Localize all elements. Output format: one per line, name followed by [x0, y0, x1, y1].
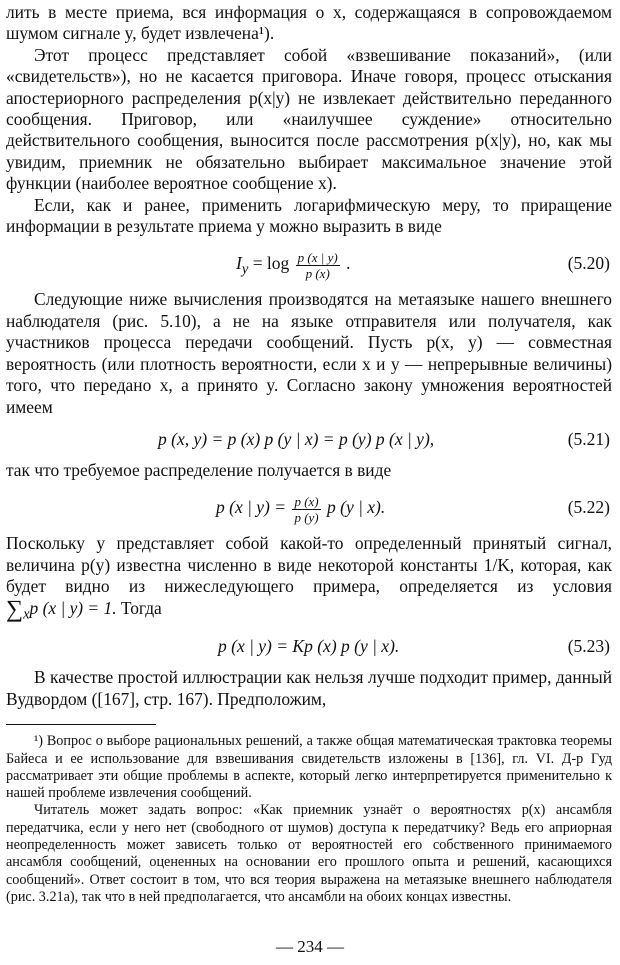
eq520-fraction: [296, 250, 340, 281]
eq520-eq: = log: [248, 253, 294, 274]
footnote-2: Читатель может задать вопрос: «Как приемник узнаёт о вероятностях p(x) ансамбля передатчика, если у него нет (свободного от шумов) доступа к передатчику? Ведь его априорная неопределенность может зависеть только от вероятностей его собственного принимаемого ансамбля сообщений, оцененных на основании его прошлого опыта и решений, касающихся сообщений». Ответ состоит в том, что вся теория выражена на метаязыке внешнего наблюдателя (рис. 3.21а), так что в ней предполагается, что ансамбли на обоих концах известны.: [6, 802, 612, 905]
condition-formula: [6, 595, 117, 622]
paragraph-2: Этот процесс представляет собой «взвешивание показаний», (или «свидетельств»), но не касается приговора. Иначе говоря, процесс отыскания апостериорного распределения p(x|y) не извлекает действительно переданного сообщения. Приговор, или «наилучшее суждение» относительно действительного сообщения, выносится после рассмотрения p(x|y), но, как мы увидим, приемник не обязательно выбирает максимальное значение этой функции (наиболее вероятное сообщение x).: [6, 44, 612, 194]
eq522-denominator: p (y): [294, 509, 319, 525]
eq520-denominator: p (x): [305, 265, 330, 281]
equation-5-20: [6, 243, 612, 283]
sum-index: x: [23, 606, 30, 622]
paragraph-6-text: Поскольку y представляет собой какой-то определенный принятый сигнал, величина p(y) известна численно в виде некоторой константы 1/K, которая, как будет видно из нижеследующего примера, определяется из условия: [6, 533, 612, 597]
eq521-formula: p (x, y) = p (x) p (y | x) = p (y) p (x | y),: [158, 428, 435, 449]
sum-sign-icon: ∑: [6, 595, 24, 622]
equation-5-21: [6, 424, 612, 454]
paragraph-6-tail: Тогда: [120, 597, 162, 618]
eq522-numerator: p (x): [294, 493, 319, 509]
eq522-tail: p (y | x).: [322, 497, 386, 518]
footnote-1: ¹) Вопрос о выборе рациональных решений, а также общая математическая трактовка теоремы Байеса и ее использование для взвешивания свидетельств изложены в [136], гл. VI. Д-р Гуд рассматривает эти общие проблемы в аспекте, который легко интерпретируется применительно к нашей проблеме извлечения сообщений.: [6, 733, 612, 802]
eq522-fraction: [292, 494, 320, 525]
page-body: [6, 2, 612, 906]
condition-text: p (x | y) = 1.: [29, 597, 117, 618]
equation-5-22: [6, 487, 612, 527]
eq520-lhs: I: [236, 253, 242, 274]
equation-number-5-23: (5.23): [567, 636, 610, 657]
equation-number-5-21: (5.21): [567, 428, 610, 449]
paragraph-7: В качестве простой иллюстрации как нельзя лучше подходит пример, данный Вудвордом ([167], стр. 167). Предположим,: [6, 667, 612, 709]
equation-5-23: [6, 631, 612, 661]
paragraph-3: Если, как и ранее, применить логарифмическую меру, то приращение информации в результате приема y можно выразить в виде: [6, 194, 612, 237]
eq520-sub: y: [241, 261, 249, 278]
eq522-lhs: p (x | y) =: [216, 497, 291, 518]
paragraph-6: [6, 533, 612, 625]
equation-number-5-20: (5.20): [567, 253, 610, 274]
page-number: — 234 —: [276, 937, 344, 956]
paragraph-1: лить в месте приема, вся информация о x, содержащаяся в сопровождаемом шумом сигнале y, будет извлечена¹).: [6, 2, 612, 44]
footnote-divider: [6, 724, 156, 725]
equation-number-5-22: (5.22): [567, 497, 610, 518]
eq523-formula: p (x | y) = Kp (x) p (y | x).: [218, 636, 400, 657]
paragraph-5: так что требуемое распределение получается в виде: [6, 459, 392, 480]
paragraph-4: Следующие ниже вычисления производятся на метаязыке нашего внешнего наблюдателя (рис. 5.10), а не на языке отправителя или получателя, как участников процесса передачи сообщений. Пусть p(x, y) — совместная вероятность (или плотность вероятности, если x и y — непрерывные величины) того, что передано x, а принято y. Согласно закону умножения вероятностей имеем: [6, 289, 612, 417]
main-text: [6, 2, 612, 710]
eq520-tail: .: [341, 253, 351, 274]
eq520-numerator: p (x | y): [297, 249, 338, 265]
